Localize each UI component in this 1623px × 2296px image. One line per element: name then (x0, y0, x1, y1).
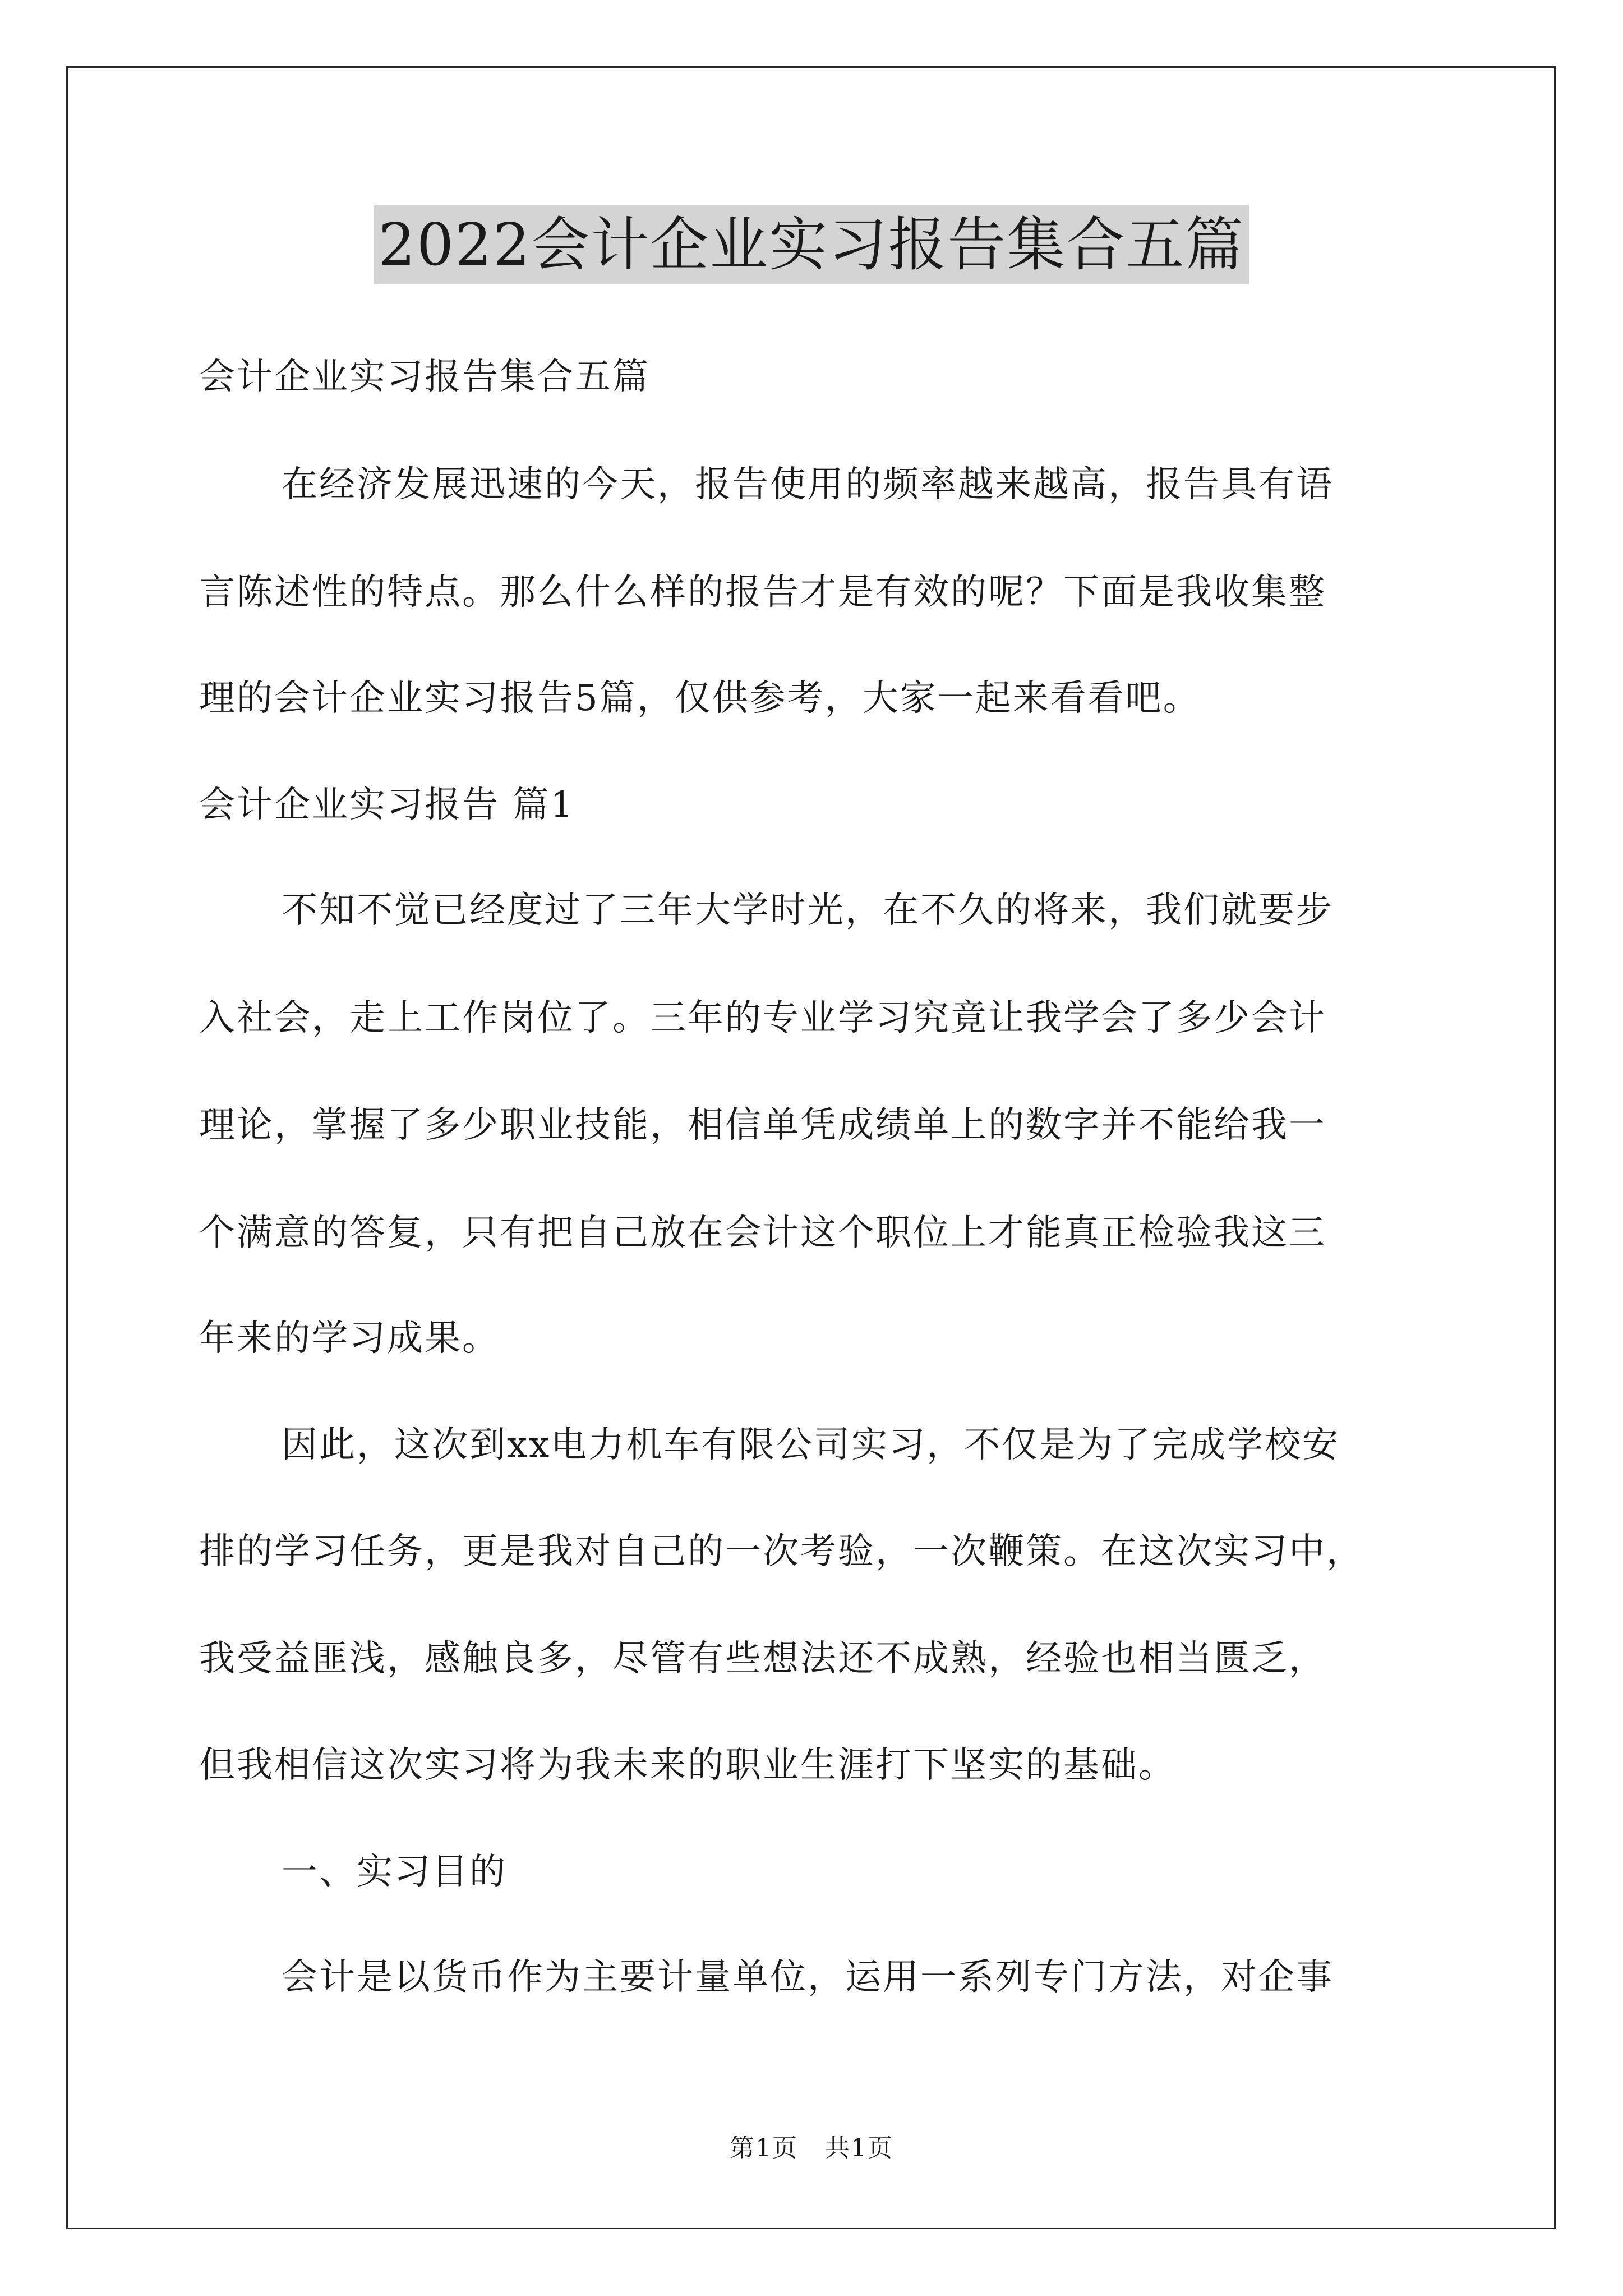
page-footer (0, 2132, 1623, 2165)
paragraph-line: 理论，掌握了多少职业技能，相信单凭成绩单上的数字并不能给我一 (199, 1105, 1326, 1146)
paragraph-line: 我受益匪浅，感触良多，尽管有些想法还不成熟，经验也相当匮乏， (199, 1638, 1326, 1680)
document-subtitle: 会计企业实习报告集合五篇 (199, 356, 650, 398)
paragraph-line: 个满意的答复，只有把自己放在会计这个职位上才能真正检验我这三 (199, 1212, 1326, 1254)
title-container (0, 205, 1623, 284)
paragraph-line: 会计是以货币作为主要计量单位，运用一系列专门方法，对企事 (282, 1957, 1334, 1998)
paragraph-line: 年来的学习成果。 (199, 1318, 500, 1359)
paragraph-line: 入社会，走上工作岗位了。三年的专业学习究竟让我学会了多少会计 (199, 997, 1326, 1039)
intro-line: 在经济发展迅速的今天，报告使用的频率越来越高，报告具有语 (282, 464, 1334, 505)
subheading: 一、实习目的 (282, 1851, 507, 1893)
page-number-total: 共1页 (825, 2134, 893, 2162)
paragraph-line: 排的学习任务，更是我对自己的一次考验，一次鞭策。在这次实习中， (199, 1531, 1364, 1572)
paragraph-line: 但我相信这次实习将为我未来的职业生涯打下坚实的基础。 (199, 1745, 1176, 1786)
paragraph-line: 不知不觉已经度过了三年大学时光，在不久的将来，我们就要步 (282, 890, 1334, 931)
intro-line: 言陈述性的特点。那么什么样的报告才是有效的呢？下面是我收集整 (199, 572, 1326, 613)
section-heading: 会计企业实习报告 篇1 (199, 784, 575, 826)
document-title: 2022会计企业实习报告集合五篇 (374, 205, 1249, 284)
page-number-current: 第1页 (730, 2134, 798, 2162)
intro-line: 理的会计企业实习报告5篇，仅供参考，大家一起来看看吧。 (199, 678, 1201, 719)
paragraph-line: 因此，这次到xx电力机车有限公司实习，不仅是为了完成学校安 (282, 1424, 1340, 1466)
